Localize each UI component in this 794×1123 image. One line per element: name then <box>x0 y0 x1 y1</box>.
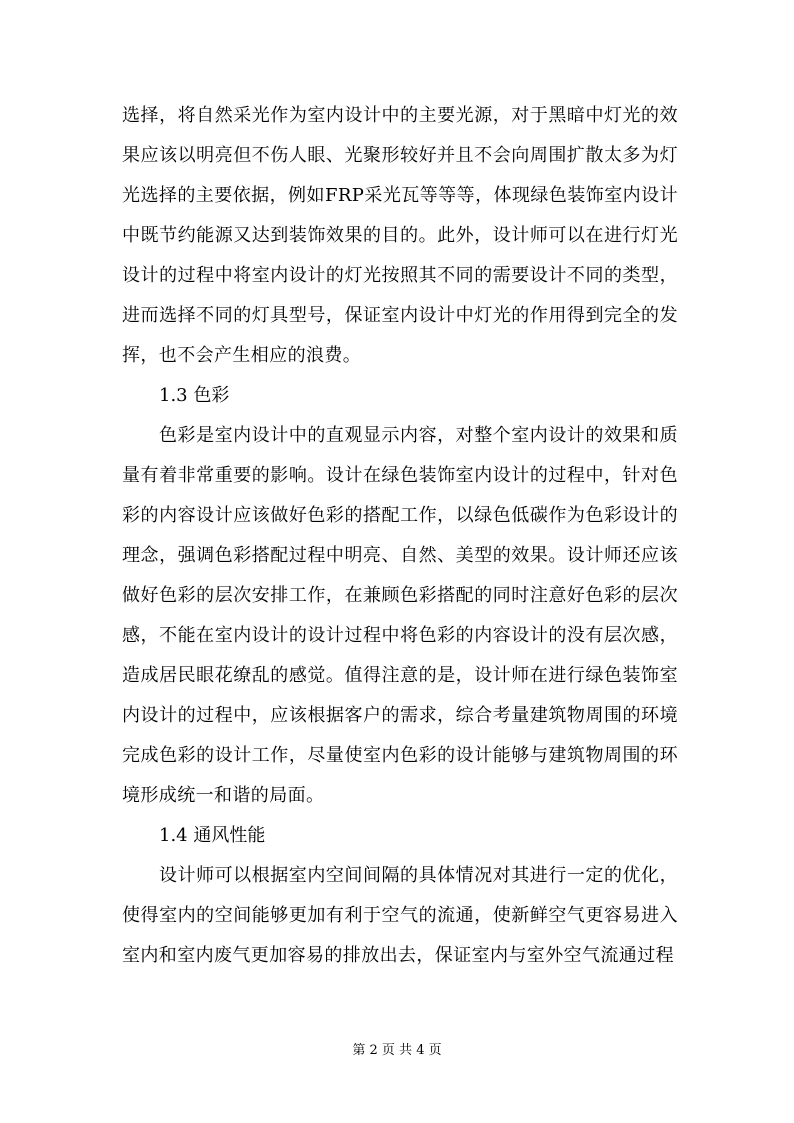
paragraph-ventilation: 设计师可以根据室内空间间隔的具体情况对其进行一定的优化，使得室内的空间能够更加有利于空气的流通，使新鲜空气更容易进入室内和室内废气更加容易的排放出去，保证室内与室外空气流通过程 <box>122 865 678 966</box>
section-heading-ventilation: 1.4 通风性能 <box>159 825 266 846</box>
page-number-footer: 第 2 页 共 4 页 <box>352 1043 442 1058</box>
paragraph-lighting-continuation: 选择，将自然采光作为室内设计中的主要光源，对于黑暗中灯光的效果应该以明亮但不伤人眼、光聚形较好并且不会向周围扩散太多为灯光选择的主要依据，例如FRP采光瓦等等等，体现绿色装饰室内设计中既节约能源又达到装饰效果的目的。此外，设计师可以在进行灯光设计的过程中将室内设计的灯光按照其不同的需要设计不同的类型，进而选择不同的灯具型号，保证室内设计中灯光的作用得到完全的发挥，也不会产生相应的浪费。 <box>122 105 678 366</box>
section-heading-color: 1.3 色彩 <box>159 385 230 406</box>
document-body <box>122 96 678 976</box>
paragraph-color: 色彩是室内设计中的直观显示内容，对整个室内设计的效果和质量有着非常重要的影响。设计在绿色装饰室内设计的过程中，针对色彩的内容设计应该做好色彩的搭配工作，以绿色低碳作为色彩设计的理念，强调色彩搭配过程中明亮、自然、美型的效果。设计师还应该做好色彩的层次安排工作，在兼顾色彩搭配的同时注意好色彩的层次感，不能在室内设计的设计过程中将色彩的内容设计的没有层次感，造成居民眼花缭乱的感觉。值得注意的是，设计师在进行绿色装饰室内设计的过程中，应该根据客户的需求，综合考量建筑物周围的环境完成色彩的设计工作，尽量使室内色彩的设计能够与建筑物周围的环境形成统一和谐的局面。 <box>122 425 678 806</box>
